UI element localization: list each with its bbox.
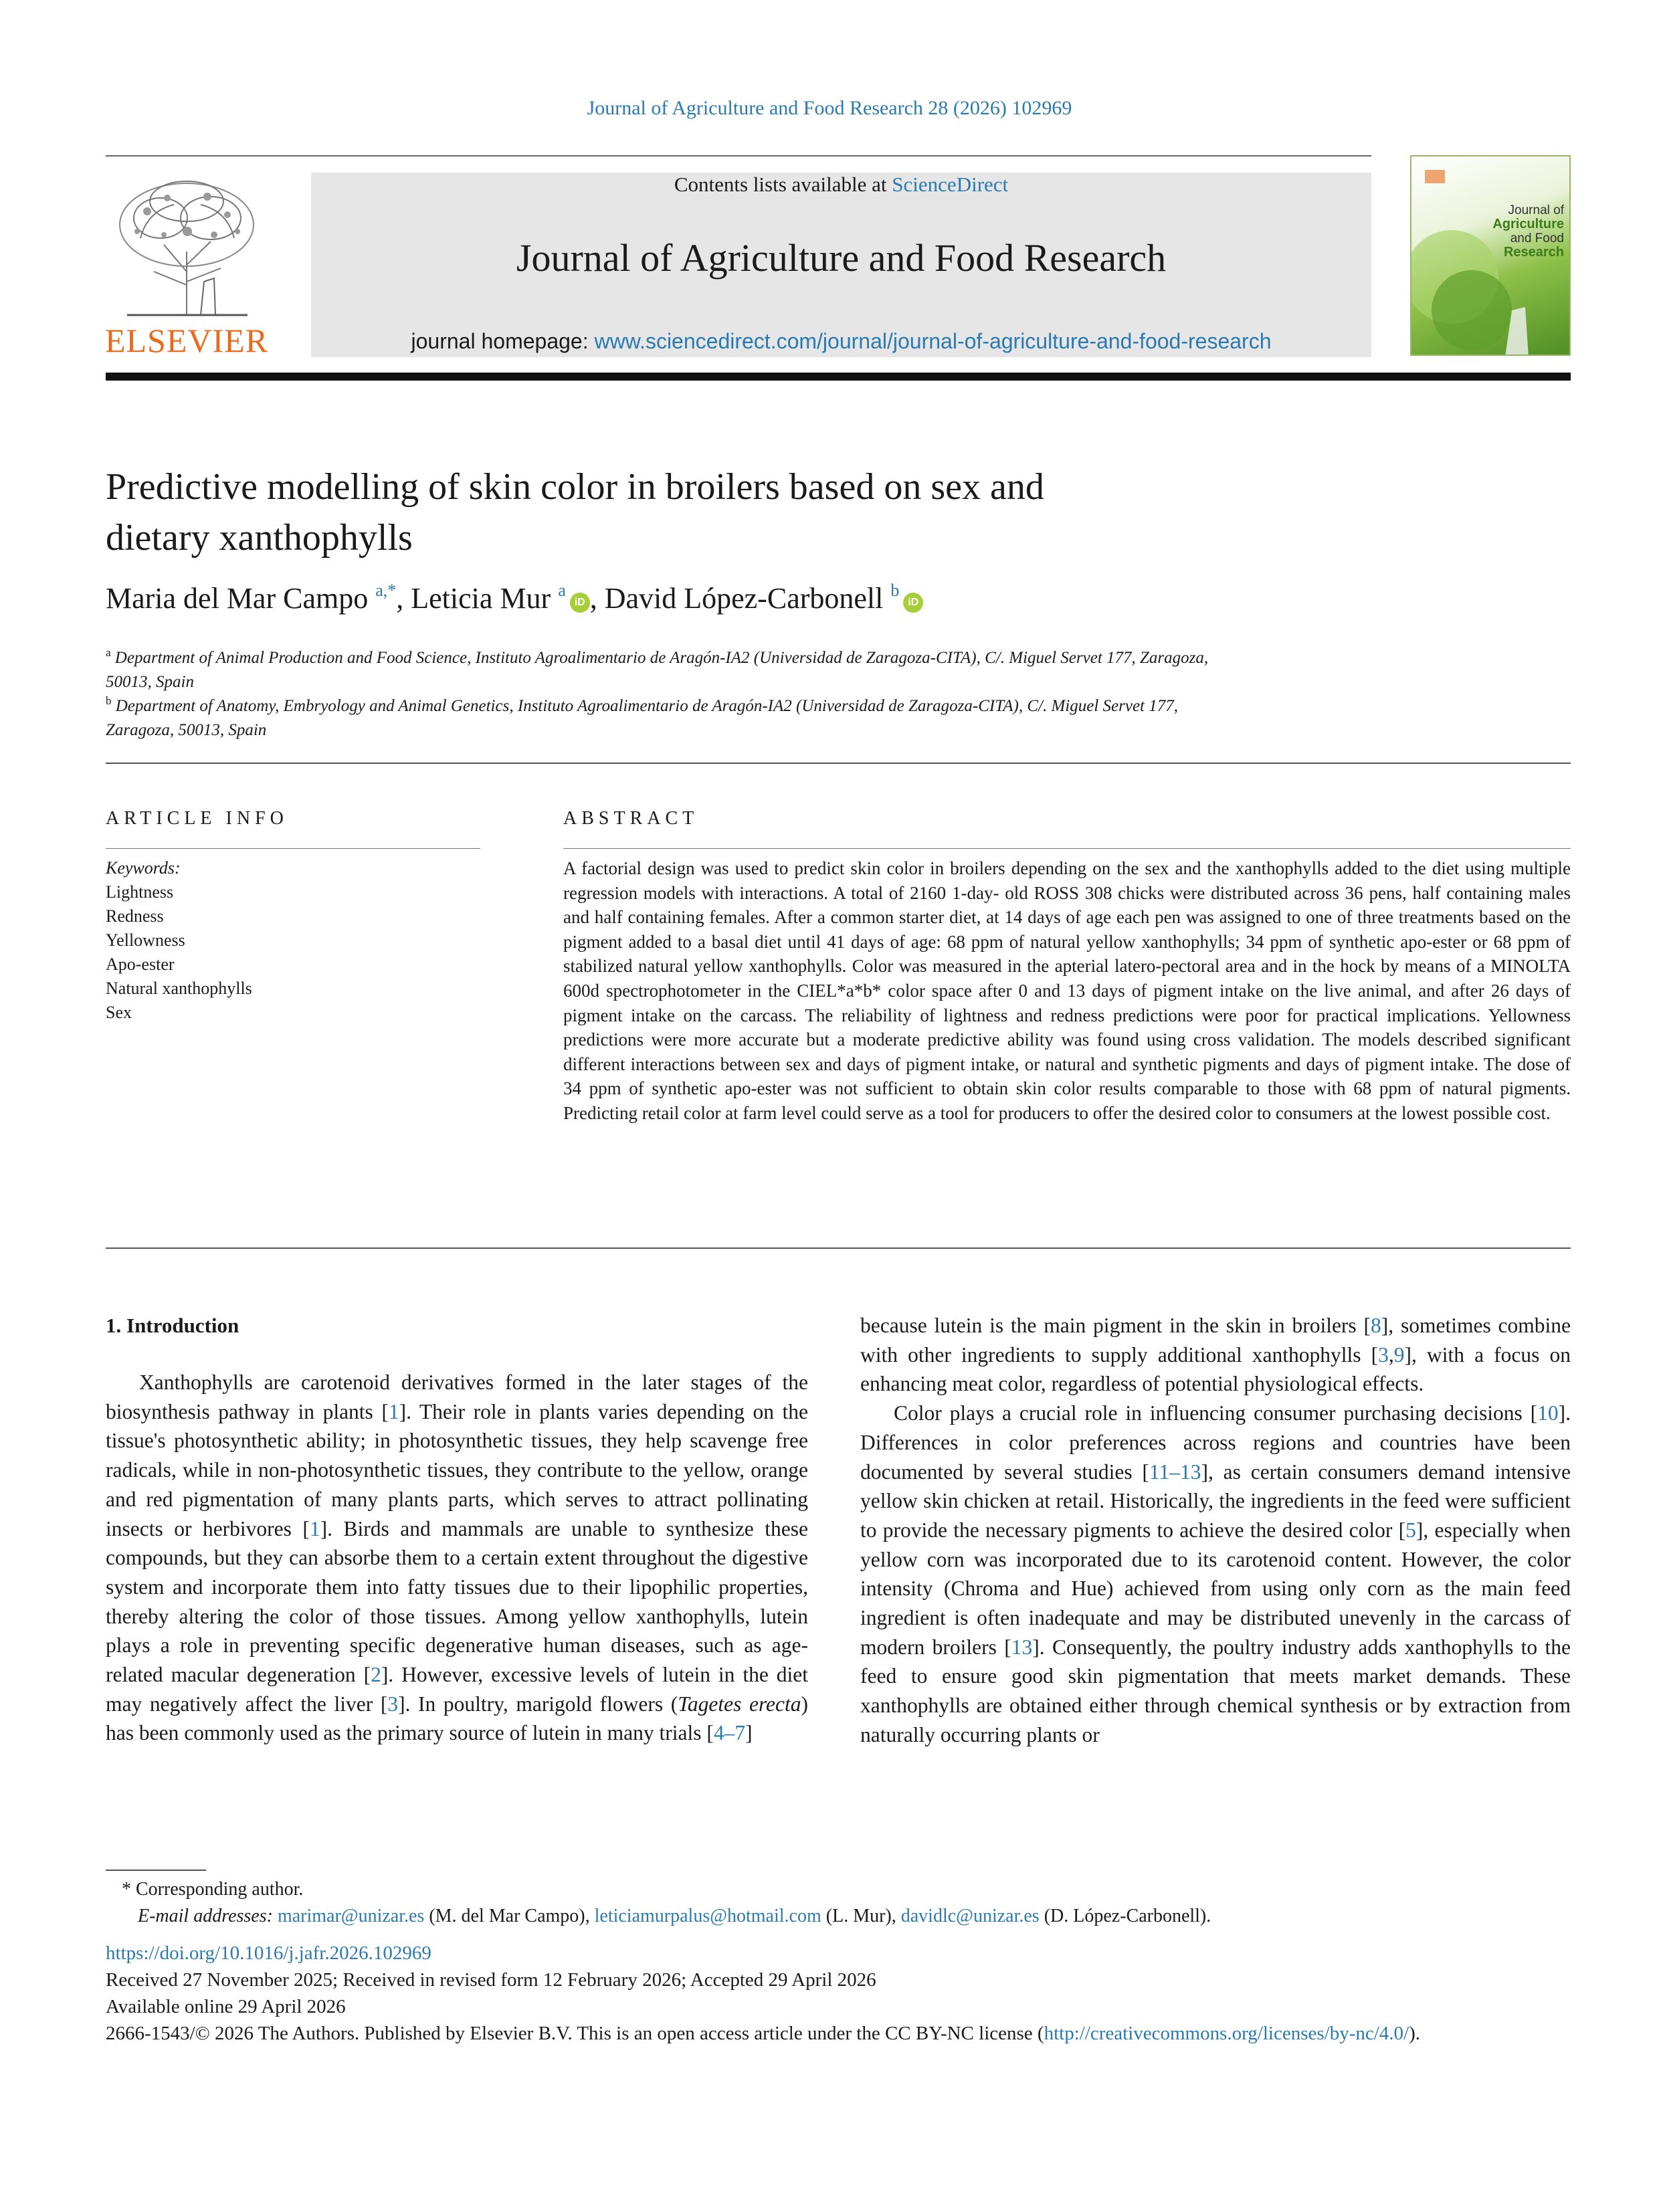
abstract-text: A factorial design was used to predict skin color in broilers depending on the sex and the xanthophylls added to the diet using multiple regression models with interactions. A total of 2160 1-day- old ROSS 308 chicks were distributed across 36 pens, half containing males and half containing females. After a common starter diet, at 14 days of age each pen was assigned to one of three treatments based on the pigment added to a basal diet until 41 days of age: 68 ppm of natural yellow xanthophylls; 34 ppm of synthetic apo-ester or 68 ppm of stabilized natural yellow xanthophylls. Color was measured in the apterial latero-pectoral area and in the hock by means of a MINOLTA 600d spectrophotometer in the CIEL*a*b* color space after 0 and 13 days of pigment intake on the live animal, and after 26 days of pigment intake on the carcass. The reliability of lightness and redness predictions were poor for practical implications. Yellowness predictions were more accurate but a moderate predictive ability was found using cross validation. The models described significant different interactions between sex and days of pigment intake, or natural and synthetic pigments and days of pigment intake. The dose of 34 ppm of synthetic apo-ester was not sufficient to obtain skin color results comparable to those with 68 ppm of natural pigments. Predicting retail color at farm level could serve as a tool for producers to offer the desired color to consumers at the lowest possible cost. [563, 858, 1571, 1123]
license-text: 2666-1543/© 2026 The Authors. Published by Elsevier B.V. This is an open access article under the CC BY-NC license ( [106, 2023, 1044, 2044]
elsevier-wordmark: ELSEVIER [104, 322, 269, 359]
body-text: ], as certain consumers demand intensive yellow skin chicken at retail. Historically, the ingredients in the feed were sufficient to provide the necessary pigments to achieve the desired color [ [860, 1460, 1571, 1542]
affiliation-a [106, 641, 1444, 694]
contents-availability [311, 173, 1371, 197]
top-divider [106, 155, 1371, 157]
publication-info [106, 1940, 1571, 2047]
body-text: ]. However, excessive levels of lutein in the diet may negatively affect the liver [ [106, 1663, 809, 1716]
citation-link[interactable]: 2 [371, 1663, 381, 1687]
body-text: ]. Differences in color preferences across regions and countries have been documented by several studies [ [860, 1401, 1571, 1484]
doi-link[interactable]: https://doi.org/10.1016/j.jafr.2026.102969 [106, 1942, 431, 1964]
citation-link[interactable]: 3 [387, 1692, 399, 1716]
author-list [106, 581, 1444, 615]
body-text: because lutein is the main pigment in the skin in broilers [ [860, 1314, 1371, 1337]
affiliation-divider [106, 763, 1571, 764]
citation-link[interactable]: 4–7 [713, 1721, 746, 1745]
email-addresses [122, 1903, 1560, 1930]
author-affiliation-mark[interactable]: a [558, 581, 566, 600]
keyword[interactable]: Natural xanthophylls [106, 979, 252, 998]
email-owner: (L. Mur), [821, 1906, 901, 1926]
article-title-line-2: dietary xanthophylls [106, 517, 413, 559]
journal-title: Journal of Agriculture and Food Research [516, 236, 1167, 280]
received-dates: Received 27 November 2025; Received in revised form 12 February 2026; Accepted 29 April 2026 [106, 1969, 876, 1991]
cover-line-1: Journal of [1508, 203, 1564, 217]
elsevier-tree-icon [100, 171, 273, 325]
abstract-bottom-divider [106, 1247, 1571, 1249]
email-link[interactable]: davidlc@unizar.es [900, 1906, 1040, 1926]
cover-title [1464, 203, 1564, 260]
section-heading-introduction: 1. Introduction [106, 1314, 239, 1337]
keywords-label: Keywords: [106, 858, 181, 878]
body-text: ]. Consequently, the poultry industry adds xanthophylls to the feed to ensure good skin pigmentation that meets market demands. These xanthophylls are obtained either through chemical synthesis or by extraction from naturally occurring plants or [860, 1635, 1571, 1746]
cover-line-2: Agriculture [1492, 217, 1564, 231]
contents-prefix: Contents lists available at [674, 173, 892, 196]
affiliation-text: 50013, Spain [106, 673, 194, 691]
email-label: E-mail addresses: [138, 1906, 278, 1926]
author-name[interactable]: Leticia Mur [411, 582, 551, 615]
journal-reference[interactable]: Journal of Agriculture and Food Research 28 (2026) 102969 [587, 97, 1072, 119]
author-affiliation-mark[interactable]: a,* [375, 581, 397, 600]
homepage-link[interactable]: www.sciencedirect.com/journal/journal-of-agriculture-and-food-research [594, 329, 1272, 353]
species-name: Tagetes erecta [678, 1692, 801, 1716]
citation-link[interactable]: 13 [1011, 1635, 1033, 1659]
email-owner: (D. López-Carbonell). [1039, 1906, 1211, 1926]
citation-link[interactable]: 11–13 [1149, 1460, 1201, 1484]
email-owner: (M. del Mar Campo), [424, 1906, 595, 1926]
article-title [106, 462, 1377, 563]
footnotes [122, 1876, 1560, 1930]
author-name[interactable]: David López-Carbonell [604, 582, 884, 615]
citation-link[interactable]: 10 [1537, 1401, 1559, 1425]
citation-link[interactable]: 8 [1371, 1314, 1381, 1337]
body-text: ], especially when yellow corn was incorporated due to its carotenoid content. However, the color intensity (Chroma and Hue) achieved from using only corn as the main feed ingredient is often inadequate and may be distributed unevenly in the carcass of modern broilers [ [860, 1518, 1571, 1659]
license-link[interactable]: http://creativecommons.org/licenses/by-nc/4.0/ [1044, 2023, 1409, 2044]
body-text: ], with a focus on enhancing meat color, regardless of potential physiological effects. [860, 1342, 1571, 1396]
elsevier-logo [100, 171, 273, 360]
header-thick-divider [106, 373, 1571, 381]
email-link[interactable]: leticiamurpalus@hotmail.com [594, 1906, 821, 1926]
cover-line-3: and Food [1510, 231, 1564, 245]
available-online-date: Available online 29 April 2026 [106, 1996, 346, 2017]
author-name[interactable]: Maria del Mar Campo [106, 582, 369, 615]
homepage-prefix: journal homepage: [411, 329, 595, 353]
citation-link[interactable]: 1 [309, 1516, 320, 1540]
article-info-divider [106, 848, 480, 849]
keywords-block [106, 856, 480, 1025]
body-text: ]. Their role in plants varies depending on the tissue's photosynthetic ability; in photosynthetic tissues, they help scavenge free radicals, while in non-photosynthetic tissues, they contribute to the yellow, orange and red pigmentation of many plants parts, which serves to attract pollinating insects or herbivores [ [106, 1399, 808, 1540]
body-text: Color plays a crucial role in influencing consumer purchasing decisions [ [894, 1401, 1538, 1425]
body-text: ], sometimes combine with other ingredients to supply additional xanthophylls [ [860, 1314, 1571, 1367]
author-separator: , [396, 582, 404, 615]
keyword[interactable]: Lightness [106, 882, 174, 902]
keyword[interactable]: Yellowness [106, 930, 185, 950]
journal-homepage [311, 329, 1371, 354]
orcid-icon[interactable]: iD [570, 593, 590, 613]
keyword[interactable]: Apo-ester [106, 954, 175, 974]
keyword[interactable]: Sex [106, 1003, 132, 1022]
intro-paragraph [106, 1368, 808, 1748]
citation-link[interactable]: 9 [1393, 1342, 1405, 1367]
body-text: ) has been commonly used as the primary source of lutein in many trials [ [106, 1692, 808, 1745]
intro-paragraph-continued [860, 1311, 1571, 1399]
body-text: , [1388, 1342, 1394, 1367]
body-text: ] [745, 1721, 753, 1745]
body-text: ]. In poultry, marigold flowers ( [398, 1692, 678, 1716]
affiliation-mark: b [106, 694, 112, 707]
body-column-left [106, 1368, 808, 1748]
article-title-line-1: Predictive modelling of skin color in broilers based on sex and [106, 466, 1044, 508]
affiliation-text: Department of Animal Production and Food Science, Instituto Agroalimentario de Aragón-IA2 (Universidad de Zaragoza-CITA), C/. Miguel Servet 177, Zaragoza, [114, 649, 1209, 667]
abstract-heading: ABSTRACT [563, 808, 699, 829]
citation-link[interactable]: 3 [1378, 1342, 1389, 1367]
body-column-right [860, 1311, 1571, 1750]
affiliation-mark: a [106, 646, 111, 659]
intro-paragraph [860, 1399, 1571, 1749]
corresponding-author-note: * Corresponding author. [122, 1879, 304, 1900]
abstract-divider [563, 848, 1571, 849]
license-statement [106, 2020, 1571, 2047]
citation-link[interactable]: 5 [1405, 1518, 1416, 1542]
affiliation-text: Zaragoza, 50013, Spain [106, 721, 267, 739]
body-text: Xanthophylls are carotenoid derivatives formed in the later stages of the biosynthesis pathway in plants [ [106, 1371, 808, 1423]
license-text: ). [1409, 2023, 1421, 2044]
author-affiliation-mark[interactable]: b [890, 581, 900, 600]
cover-line-4: Research [1503, 245, 1564, 260]
keyword[interactable]: Redness [106, 906, 164, 926]
body-text: ]. Birds and mammals are unable to synthesize these compounds, but they can absorbe them to a certain extent throughout the digestive system and incorporate them into fatty tissues due to their lipophilic properties, thereby altering the color of those tissues. Among yellow xanthophylls, lutein plays a role in preventing specific degenerative human diseases, such as age-related macular degeneration [ [106, 1516, 808, 1687]
affiliation-text: Department of Anatomy, Embryology and Animal Genetics, Instituto Agroalimentario de Aragón-IA2 (Universidad de Zaragoza-CITA), C/. Miguel Servet 177, [115, 697, 1179, 715]
citation-link[interactable]: 1 [388, 1399, 399, 1423]
email-link[interactable]: marimar@unizar.es [277, 1906, 425, 1926]
article-info-heading: ARTICLE INFO [106, 808, 288, 829]
footnote-divider [106, 1870, 206, 1871]
orcid-icon[interactable]: iD [903, 593, 923, 613]
sciencedirect-link[interactable]: ScienceDirect [892, 173, 1009, 196]
journal-cover-thumbnail[interactable] [1410, 155, 1571, 356]
affiliation-b [106, 689, 1444, 742]
author-separator: , [589, 582, 597, 615]
